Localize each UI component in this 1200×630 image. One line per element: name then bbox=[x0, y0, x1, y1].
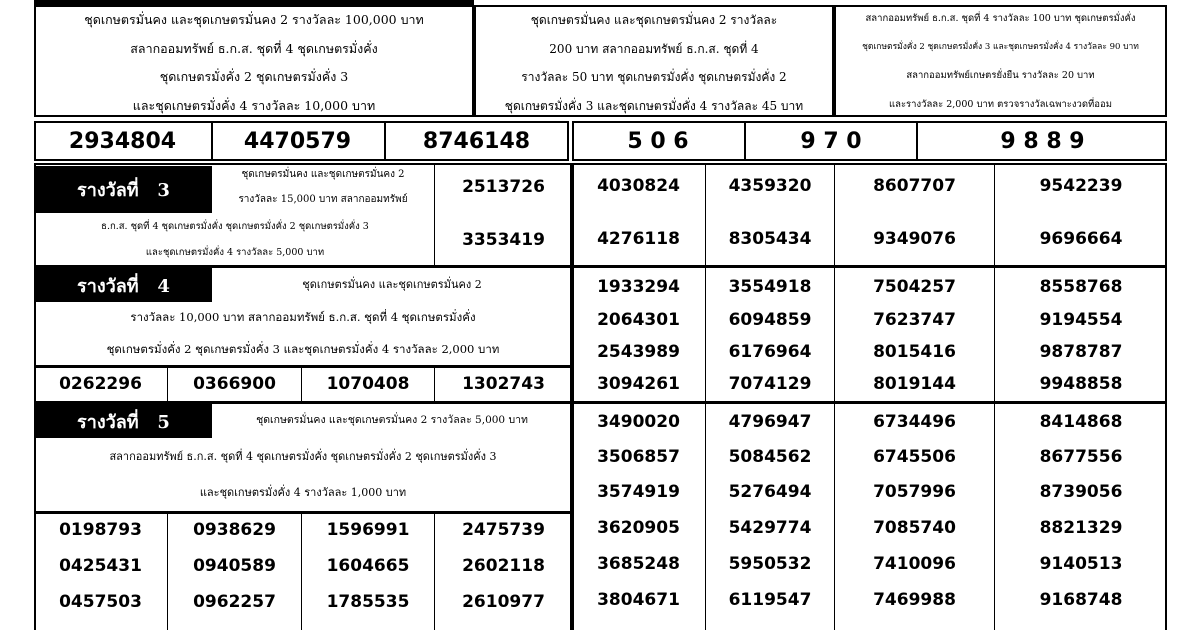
prize-5-number: 1596991 bbox=[326, 520, 410, 540]
top-left-line: และชุดเกษตรมั่งคั่ง 4 รางวัลละ 10,000 บาท bbox=[132, 98, 376, 113]
prize-4-number: 7623747 bbox=[873, 310, 956, 330]
section-divider bbox=[572, 401, 1167, 404]
top-middle-line: ชุดเกษตรมั่งคั่ง 3 และชุดเกษตรมั่งคั่ง 4 รางวัลละ 45 บาท bbox=[504, 99, 804, 113]
prize-5-number: 2602118 bbox=[462, 556, 545, 576]
prize-5-number: 7410096 bbox=[873, 554, 956, 574]
prize-5-number: 6745506 bbox=[873, 447, 956, 467]
prize-3-desc: รางวัลละ 15,000 บาท สลากออมทรัพย์ bbox=[238, 194, 408, 205]
prize-4-desc: ชุดเกษตรมั่นคง และชุดเกษตรมั่นคง 2 bbox=[302, 278, 482, 291]
prize-5-number: 0962257 bbox=[193, 592, 276, 612]
prize-4-number: 6176964 bbox=[728, 342, 812, 362]
prize-5-number: 3490020 bbox=[597, 412, 680, 432]
prize-5-number: 0198793 bbox=[59, 520, 142, 540]
prize-3-number: 4276118 bbox=[597, 229, 680, 249]
prize-4-desc: รางวัลละ 10,000 บาท สลากออมทรัพย์ ธ.ก.ส. ชุดที่ 4 ชุดเกษตรมั่งคั่ง bbox=[130, 310, 476, 324]
top-middle-line: รางวัลละ 50 บาท ชุดเกษตรมั่งคั่ง ชุดเกษตรมั่งคั่ง 2 bbox=[521, 70, 787, 84]
prize-3-number: 9349076 bbox=[873, 229, 956, 249]
prize-4-number: 1070408 bbox=[326, 374, 410, 394]
prize-3-desc: และชุดเกษตรมั่งคั่ง 4 รางวัลละ 5,000 บาท bbox=[145, 247, 325, 258]
top-right-line: สลากออมทรัพย์เกษตรยั่งยืน รางวัลละ 20 บาท bbox=[906, 70, 1095, 81]
prize-3-desc: ชุดเกษตรมั่นคง และชุดเกษตรมั่นคง 2 bbox=[241, 169, 405, 180]
prize-3-desc: ธ.ก.ส. ชุดที่ 4 ชุดเกษตรมั่งคั่ง ชุดเกษตรมั่งคั่ง 2 ชุดเกษตรมั่งคั่ง 3 bbox=[101, 221, 369, 232]
prize-4-number: 9878787 bbox=[1039, 342, 1123, 362]
top-middle-line: 200 บาท สลากออมทรัพย์ ธ.ก.ส. ชุดที่ 4 bbox=[549, 42, 759, 56]
prize-5-label: รางวัลที่ 5 bbox=[35, 404, 212, 438]
prize-4-number: 8558768 bbox=[1039, 277, 1123, 297]
prize-5-number: 3506857 bbox=[597, 447, 680, 467]
prize-3-number: 9696664 bbox=[1039, 229, 1123, 249]
prize-4-number: 0366900 bbox=[193, 374, 276, 394]
section-divider bbox=[572, 265, 1167, 268]
prize-4-number: 2064301 bbox=[597, 310, 680, 330]
prize-4-number: 0262296 bbox=[59, 374, 142, 394]
top-left-line: ชุดเกษตรมั่นคง และชุดเกษตรมั่นคง 2 รางวัลละ 100,000 บาท bbox=[84, 12, 424, 27]
prize-5-number: 1604665 bbox=[326, 556, 410, 576]
top-number: 8746148 bbox=[422, 128, 531, 154]
prize-5-number: 1785535 bbox=[326, 592, 410, 612]
prize-3-number: 8305434 bbox=[728, 229, 812, 249]
prize-5-number: 8677556 bbox=[1039, 447, 1123, 467]
top-left-line: สลากออมทรัพย์ ธ.ก.ส. ชุดที่ 4 ชุดเกษตรมั่งคั่ง bbox=[130, 41, 378, 56]
prize-5-number: 3685248 bbox=[597, 554, 680, 574]
prize-4-label: รางวัลที่ 4 bbox=[35, 268, 212, 302]
prize-5-number: 7057996 bbox=[873, 482, 956, 502]
prize-5-number: 6119547 bbox=[728, 590, 812, 610]
prize-4-number: 1933294 bbox=[597, 277, 680, 297]
prize-5-number: 0425431 bbox=[59, 556, 142, 576]
prize-4-number: 3094261 bbox=[597, 374, 680, 394]
prize-5-number: 3620905 bbox=[597, 518, 680, 538]
prize-5-number: 0457503 bbox=[59, 592, 142, 612]
prize-5-number: 4796947 bbox=[728, 412, 812, 432]
prize-4-number: 8015416 bbox=[873, 342, 956, 362]
prize-5-number: 5429774 bbox=[728, 518, 812, 538]
prize-5-number: 3804671 bbox=[597, 590, 680, 610]
prize-3-label: รางวัลที่ 3 bbox=[35, 166, 212, 213]
prize-4-number: 2543989 bbox=[597, 342, 680, 362]
running-number-3: 9 7 0 bbox=[800, 128, 862, 154]
prize-5-number: 5084562 bbox=[728, 447, 812, 467]
prize-5-number: 5950532 bbox=[728, 554, 812, 574]
prize-4-number: 3554918 bbox=[728, 277, 812, 297]
top-middle-line: ชุดเกษตรมั่นคง และชุดเกษตรมั่นคง 2 รางวัลละ bbox=[530, 13, 778, 27]
prize-5-number: 5276494 bbox=[728, 482, 812, 502]
prize-4-number: 9194554 bbox=[1039, 310, 1123, 330]
prize-4-number: 1302743 bbox=[462, 374, 545, 394]
prize-5-desc: ชุดเกษตรมั่นคง และชุดเกษตรมั่นคง 2 รางวัลละ 5,000 บาท bbox=[256, 414, 528, 426]
prize-5-number: 7085740 bbox=[873, 518, 956, 538]
prize-5-number: 2610977 bbox=[462, 592, 545, 612]
prize-3-number: 4359320 bbox=[728, 176, 812, 196]
prize-4-number: 6094859 bbox=[728, 310, 812, 330]
prize-3-number: 8607707 bbox=[873, 176, 956, 196]
top-right-line: สลากออมทรัพย์ ธ.ก.ส. ชุดที่ 4 รางวัลละ 100 บาท ชุดเกษตรมั่งคั่ง bbox=[865, 13, 1136, 24]
prize-5-number: 0940589 bbox=[193, 556, 276, 576]
prize-5-number: 9168748 bbox=[1039, 590, 1123, 610]
prize-4-number: 8019144 bbox=[873, 374, 956, 394]
prize-4-desc: ชุดเกษตรมั่งคั่ง 2 ชุดเกษตรมั่งคั่ง 3 และชุดเกษตรมั่งคั่ง 4 รางวัลละ 2,000 บาท bbox=[106, 342, 500, 356]
top-left-line: ชุดเกษตรมั่งคั่ง 2 ชุดเกษตรมั่งคั่ง 3 bbox=[159, 69, 349, 84]
prize-5-desc: และชุดเกษตรมั่งคั่ง 4 รางวัลละ 1,000 บาท bbox=[199, 486, 407, 499]
prize-5-desc: สลากออมทรัพย์ ธ.ก.ส. ชุดที่ 4 ชุดเกษตรมั่งคั่ง ชุดเกษตรมั่งคั่ง 2 ชุดเกษตรมั่งคั่ง 3 bbox=[109, 450, 497, 463]
prize-3-number: 2513726 bbox=[462, 177, 545, 197]
running-number-3: 5 0 6 bbox=[627, 128, 689, 154]
prize-5-number: 3574919 bbox=[597, 482, 680, 502]
top-right-line: ชุดเกษตรมั่งคั่ง 2 ชุดเกษตรมั่งคั่ง 3 และชุดเกษตรมั่งคั่ง 4 รางวัลละ 90 บาท bbox=[862, 42, 1139, 52]
prize-5-number: 6734496 bbox=[873, 412, 956, 432]
prize-5-number: 9140513 bbox=[1039, 554, 1123, 574]
prize-5-number: 8414868 bbox=[1039, 412, 1123, 432]
prize-5-number: 0938629 bbox=[193, 520, 276, 540]
top-number: 4470579 bbox=[243, 128, 352, 154]
prize-5-number: 8821329 bbox=[1039, 518, 1123, 538]
top-right-line: และรางวัลละ 2,000 บาท ตรวจรางวัลเฉพาะงวดที่ออม bbox=[889, 99, 1112, 110]
prize-5-number: 8739056 bbox=[1039, 482, 1123, 502]
prize-4-number: 9948858 bbox=[1039, 374, 1123, 394]
prize-3-number: 4030824 bbox=[597, 176, 680, 196]
prize-5-number: 7469988 bbox=[873, 590, 956, 610]
prize-4-number: 7074129 bbox=[728, 374, 812, 394]
prize-3-number: 3353419 bbox=[462, 230, 545, 250]
running-number-4: 9 8 8 9 bbox=[1000, 128, 1085, 154]
top-number: 2934804 bbox=[68, 128, 177, 154]
prize-5-number: 2475739 bbox=[462, 520, 545, 540]
prize-4-number: 7504257 bbox=[873, 277, 956, 297]
prize-3-number: 9542239 bbox=[1039, 176, 1123, 196]
